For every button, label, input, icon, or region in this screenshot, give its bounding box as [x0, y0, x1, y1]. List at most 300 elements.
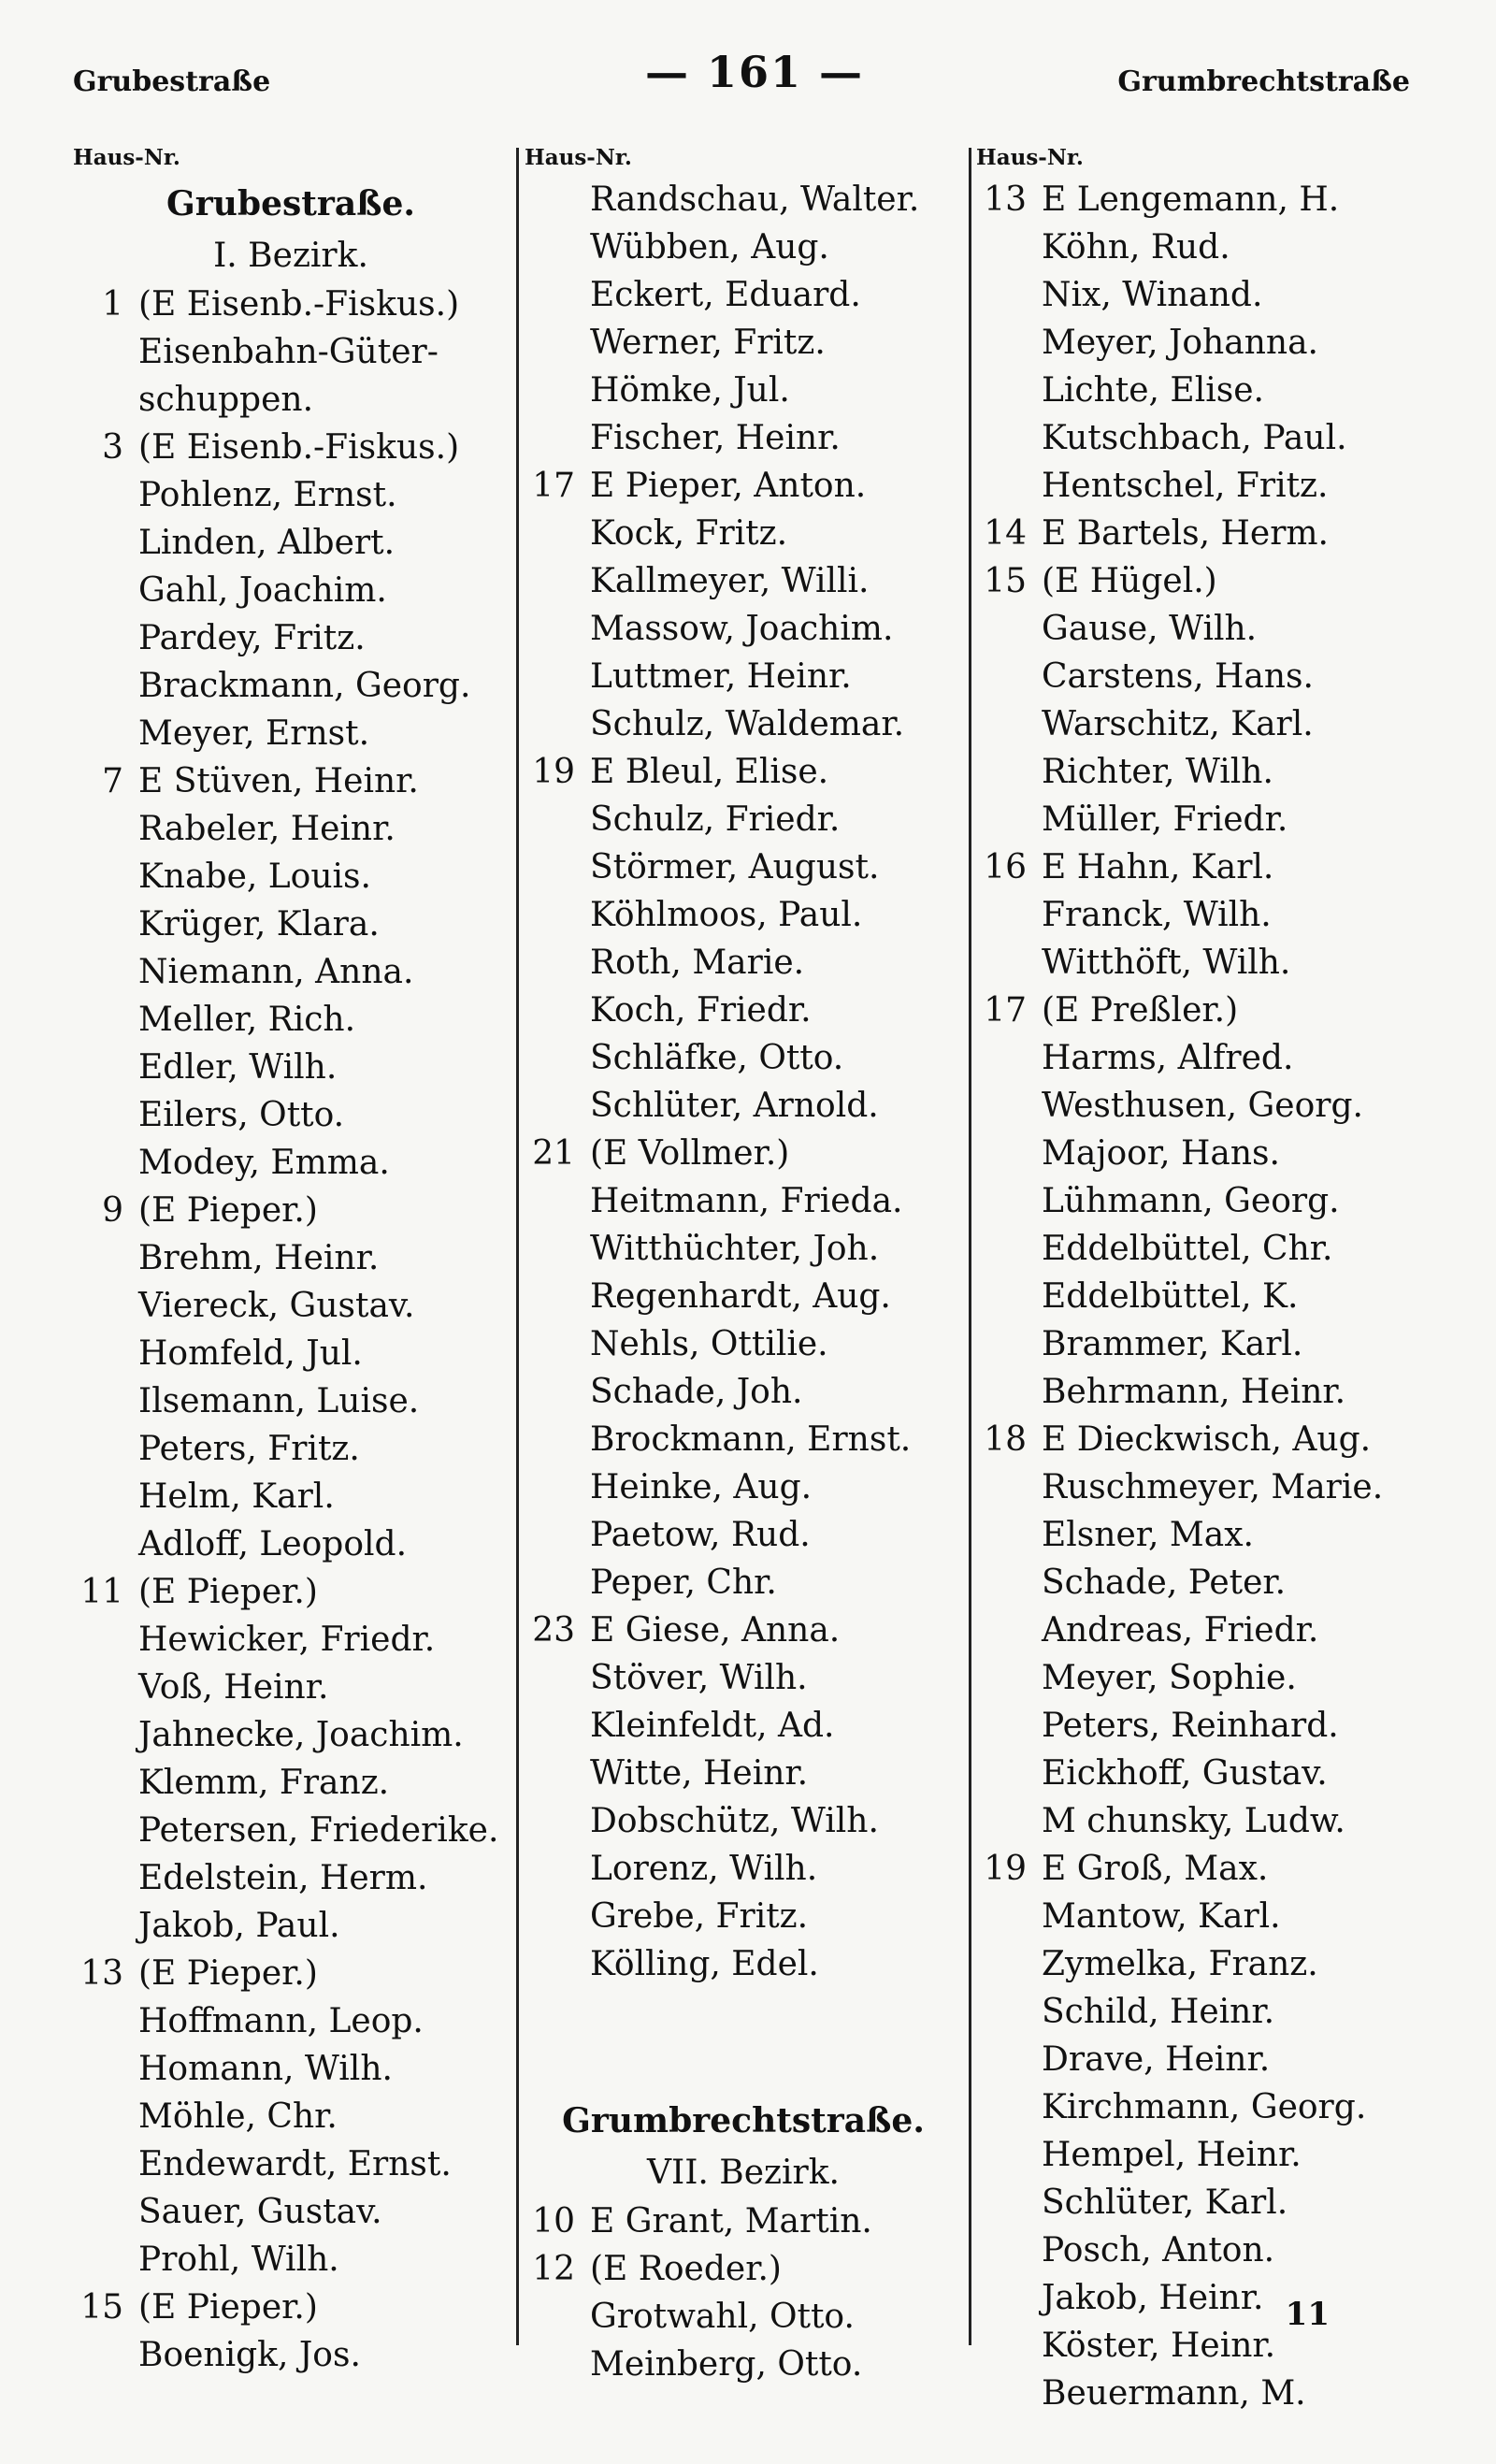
house-number	[67, 1330, 138, 1377]
resident-name: Harms, Alfred.	[1042, 1039, 1294, 1077]
resident-name: Beuermann, M.	[1042, 2374, 1306, 2413]
house-number: 10	[532, 2202, 575, 2241]
directory-entry	[67, 1711, 514, 1759]
directory-entry	[67, 1234, 514, 1282]
resident-name: (E Preßler.)	[1042, 991, 1239, 1030]
directory-entry	[971, 2131, 1438, 2179]
running-header	[0, 0, 1496, 140]
directory-entry	[67, 614, 514, 662]
signature-mark: 11	[1285, 2296, 1330, 2333]
resident-name: Witthüchter, Joh.	[590, 1230, 880, 1268]
house-number	[971, 367, 1042, 414]
resident-name: Eisenbahn-Güter-	[138, 333, 439, 371]
resident-name: E Stüven, Heinr.	[138, 762, 419, 800]
directory-entry	[67, 1902, 514, 1950]
directory-entry	[519, 1511, 968, 1559]
section-gap	[519, 1988, 968, 2093]
resident-name: Behrmann, Heinr.	[1042, 1373, 1346, 1411]
directory-entry	[971, 2083, 1438, 2131]
house-number	[519, 1082, 590, 1130]
house-number	[519, 176, 590, 223]
resident-name: Prohl, Wilh.	[138, 2241, 339, 2279]
resident-name: Kleinfeldt, Ad.	[590, 1707, 835, 1745]
resident-name: Brackmann, Georg.	[138, 667, 471, 705]
house-number	[971, 891, 1042, 939]
house-number	[519, 367, 590, 414]
directory-entry	[67, 853, 514, 901]
house-number: 19	[984, 1850, 1027, 1888]
resident-name: Grotwahl, Otto.	[590, 2298, 855, 2336]
resident-name: Regenhardt, Aug.	[590, 1277, 891, 1316]
house-number	[67, 853, 138, 901]
directory-entry	[67, 2284, 514, 2331]
directory-entry	[67, 662, 514, 710]
resident-name: Brockmann, Ernst.	[590, 1420, 912, 1459]
house-number	[971, 653, 1042, 700]
resident-name: Schlüter, Karl.	[1042, 2183, 1288, 2222]
resident-name: Drave, Heinr.	[1042, 2040, 1271, 2079]
resident-name: Möhle, Chr.	[138, 2097, 338, 2136]
directory-entry	[971, 1511, 1438, 1559]
resident-name: Sauer, Gustav.	[138, 2193, 382, 2231]
house-number	[67, 376, 138, 424]
resident-name: Lühmann, Georg.	[1042, 1182, 1340, 1220]
resident-name: Stöver, Wilh.	[590, 1659, 808, 1697]
house-number	[971, 1988, 1042, 2036]
directory-entry	[971, 1702, 1438, 1750]
directory-entry	[67, 1044, 514, 1091]
house-number	[519, 1702, 590, 1750]
resident-name: E Bartels, Herm.	[1042, 514, 1329, 553]
resident-name: Wübben, Aug.	[590, 228, 829, 267]
resident-name: Brehm, Heinr.	[138, 1239, 380, 1277]
house-number	[519, 510, 590, 557]
directory-entry	[971, 891, 1438, 939]
resident-name: Endewardt, Ernst.	[138, 2145, 452, 2183]
directory-entry	[971, 319, 1438, 367]
house-number: 15	[984, 562, 1027, 600]
resident-name: (E Eisenb.-Fiskus.)	[138, 428, 460, 467]
resident-name: Pohlenz, Ernst.	[138, 476, 397, 514]
hausnr-label: Haus-Nr.	[525, 145, 632, 170]
entry-list	[67, 281, 514, 2379]
house-number	[971, 1368, 1042, 1416]
directory-entry	[519, 1797, 968, 1845]
directory-entry	[971, 1177, 1438, 1225]
directory-entry	[971, 414, 1438, 462]
resident-name: Krüger, Klara.	[138, 905, 380, 944]
directory-entry	[971, 843, 1438, 891]
directory-entry	[971, 1225, 1438, 1273]
resident-name: Mantow, Karl.	[1042, 1897, 1281, 1936]
house-number	[519, 1797, 590, 1845]
directory-entry	[971, 1654, 1438, 1702]
house-number	[67, 2045, 138, 2093]
directory-entry	[519, 414, 968, 462]
house-number: 15	[80, 2288, 123, 2327]
resident-name: Gause, Wilh.	[1042, 610, 1258, 648]
column-2	[519, 140, 968, 2384]
directory-entry	[67, 1616, 514, 1664]
resident-name: Koch, Friedr.	[590, 991, 812, 1030]
resident-name: Brammer, Karl.	[1042, 1325, 1303, 1363]
resident-name: Richter, Wilh.	[1042, 753, 1273, 791]
directory-entry	[519, 271, 968, 319]
resident-name: Eddelbüttel, K.	[1042, 1277, 1299, 1316]
directory-entry	[519, 1654, 968, 1702]
house-number: 16	[984, 848, 1027, 886]
house-number	[971, 1940, 1042, 1988]
resident-name: Ilsemann, Luise.	[138, 1382, 420, 1420]
house-number	[67, 901, 138, 948]
directory-entry	[971, 987, 1438, 1034]
house-number: 13	[80, 1954, 123, 1993]
house-number	[519, 1750, 590, 1797]
directory-entry	[67, 1950, 514, 1997]
house-number	[971, 939, 1042, 987]
directory-entry	[67, 996, 514, 1044]
directory-entry	[519, 1320, 968, 1368]
directory-entry	[971, 1368, 1438, 1416]
house-number	[971, 2322, 1042, 2370]
directory-entry	[519, 1225, 968, 1273]
house-number: 9	[102, 1191, 123, 1230]
directory-entry	[971, 1940, 1438, 1988]
directory-entry	[519, 223, 968, 271]
resident-name: Peters, Fritz.	[138, 1430, 360, 1468]
house-number	[971, 2036, 1042, 2083]
directory-entry	[67, 1139, 514, 1187]
directory-entry	[67, 2045, 514, 2093]
house-number	[519, 2293, 590, 2341]
house-number	[67, 662, 138, 710]
directory-entry	[67, 948, 514, 996]
house-number	[67, 519, 138, 567]
resident-name: Franck, Wilh.	[1042, 896, 1272, 934]
directory-entry	[67, 2331, 514, 2379]
directory-entry	[971, 367, 1438, 414]
house-number: 12	[532, 2250, 575, 2288]
resident-name: (E Roeder.)	[590, 2250, 782, 2288]
resident-name: Lichte, Elise.	[1042, 371, 1264, 410]
resident-name: (E Pieper.)	[138, 1954, 318, 1993]
house-number	[971, 414, 1042, 462]
house-number	[67, 567, 138, 614]
house-number	[971, 1130, 1042, 1177]
resident-name: Voß, Heinr.	[138, 1668, 329, 1707]
house-number	[67, 1234, 138, 1282]
resident-name: Eddelbüttel, Chr.	[1042, 1230, 1333, 1268]
house-number	[971, 1511, 1042, 1559]
resident-name: Eickhoff, Gustav.	[1042, 1754, 1328, 1793]
directory-entry	[519, 748, 968, 796]
resident-name: Niemann, Anna.	[138, 953, 414, 991]
hausnr-label: Haus-Nr.	[73, 145, 180, 170]
directory-entry	[971, 2370, 1438, 2417]
house-number	[67, 1616, 138, 1664]
resident-name: Warschitz, Karl.	[1042, 705, 1314, 743]
resident-name: (E Vollmer.)	[590, 1134, 790, 1173]
directory-entry	[67, 2236, 514, 2284]
directory-entry	[519, 2245, 968, 2293]
house-number	[519, 1463, 590, 1511]
directory-entry	[519, 1130, 968, 1177]
house-number	[519, 1559, 590, 1607]
resident-name: Hewicker, Friedr.	[138, 1621, 436, 1659]
directory-entry	[519, 987, 968, 1034]
resident-name: Grebe, Fritz.	[590, 1897, 809, 1936]
house-number: 1	[102, 285, 123, 324]
resident-name: Elsner, Max.	[1042, 1516, 1254, 1554]
directory-entry	[971, 1463, 1438, 1511]
resident-name: Köhn, Rud.	[1042, 228, 1230, 267]
house-number	[519, 700, 590, 748]
directory-entry	[971, 748, 1438, 796]
directory-entry	[519, 1034, 968, 1082]
resident-name: Dobschütz, Wilh.	[590, 1802, 879, 1840]
house-number	[971, 1273, 1042, 1320]
house-number	[67, 1711, 138, 1759]
directory-entry	[971, 653, 1438, 700]
resident-name: Knabe, Louis.	[138, 857, 371, 896]
house-number	[67, 2188, 138, 2236]
house-number	[67, 1139, 138, 1187]
resident-name: Jakob, Heinr.	[1042, 2279, 1264, 2317]
house-number	[67, 1997, 138, 2045]
directory-entry	[67, 567, 514, 614]
house-number	[971, 1893, 1042, 1940]
resident-name: Carstens, Hans.	[1042, 657, 1314, 696]
house-number	[519, 1893, 590, 1940]
resident-name: Roth, Marie.	[590, 944, 805, 982]
resident-name: Schlüter, Arnold.	[590, 1087, 879, 1125]
house-number: 14	[984, 514, 1027, 553]
house-number: 19	[532, 753, 575, 791]
house-number	[971, 700, 1042, 748]
house-number	[519, 1368, 590, 1416]
directory-entry	[971, 557, 1438, 605]
resident-name: Majoor, Hans.	[1042, 1134, 1280, 1173]
resident-name: Hentschel, Fritz.	[1042, 467, 1329, 505]
directory-entry	[67, 1997, 514, 2045]
directory-entry	[971, 1845, 1438, 1893]
directory-entry	[971, 223, 1438, 271]
house-number	[519, 557, 590, 605]
house-number	[519, 1845, 590, 1893]
resident-name: Helm, Karl.	[138, 1477, 335, 1516]
entry-list	[519, 176, 968, 1988]
house-number	[971, 1797, 1042, 1845]
resident-name: Heitmann, Frieda.	[590, 1182, 903, 1220]
directory-entry	[519, 2341, 968, 2388]
house-number	[519, 414, 590, 462]
resident-name: (E Eisenb.-Fiskus.)	[138, 285, 460, 324]
resident-name: Werner, Fritz.	[590, 324, 826, 362]
house-number	[971, 2226, 1042, 2274]
resident-name: Boenigk, Jos.	[138, 2336, 361, 2374]
resident-name: (E Pieper.)	[138, 1191, 318, 1230]
house-number	[971, 2131, 1042, 2179]
house-number	[971, 1750, 1042, 1797]
directory-entry	[519, 891, 968, 939]
street-heading: Grumbrechtstraße.	[562, 2101, 925, 2140]
resident-name: Jakob, Paul.	[138, 1907, 340, 1945]
house-number: 7	[102, 762, 123, 800]
house-number	[519, 796, 590, 843]
resident-name: Hömke, Jul.	[590, 371, 790, 410]
resident-name: E Lengemann, H.	[1042, 180, 1340, 219]
resident-name: Meller, Rich.	[138, 1001, 356, 1039]
directory-entry	[519, 319, 968, 367]
resident-name: (E Pieper.)	[138, 2288, 318, 2327]
house-number	[971, 462, 1042, 510]
house-number	[67, 996, 138, 1044]
resident-name: E Pieper, Anton.	[590, 467, 867, 505]
directory-entry	[519, 557, 968, 605]
house-number	[67, 1854, 138, 1902]
resident-name: Gahl, Joachim.	[138, 571, 387, 610]
resident-name: Schulz, Waldemar.	[590, 705, 905, 743]
directory-entry	[971, 1416, 1438, 1463]
house-number	[67, 1377, 138, 1425]
directory-entry	[67, 1664, 514, 1711]
resident-name: Eilers, Otto.	[138, 1096, 345, 1134]
resident-name: Lorenz, Wilh.	[590, 1850, 818, 1888]
resident-name: Hoffmann, Leop.	[138, 2002, 424, 2040]
house-number	[971, 1177, 1042, 1225]
resident-name: Andreas, Friedr.	[1042, 1611, 1319, 1650]
resident-name: Modey, Emma.	[138, 1144, 390, 1182]
directory-entry	[67, 376, 514, 424]
resident-name: Jahnecke, Joachim.	[138, 1716, 464, 1754]
resident-name: Witte, Heinr.	[590, 1754, 809, 1793]
resident-name: Meyer, Ernst.	[138, 714, 370, 753]
resident-name: Peper, Chr.	[590, 1563, 777, 1602]
resident-name: Kölling, Edel.	[590, 1945, 819, 1983]
directory-entry	[67, 1282, 514, 1330]
directory-entry	[67, 2140, 514, 2188]
house-number	[519, 271, 590, 319]
directory-entry	[519, 939, 968, 987]
directory-entry	[67, 471, 514, 519]
house-number	[519, 1034, 590, 1082]
directory-entry	[519, 367, 968, 414]
directory-entry	[971, 176, 1438, 223]
house-number	[67, 1759, 138, 1807]
resident-name: Schild, Heinr.	[1042, 1993, 1275, 2031]
resident-name: Petersen, Friederike.	[138, 1811, 499, 1850]
house-number	[67, 710, 138, 757]
resident-name: Nix, Winand.	[1042, 276, 1263, 314]
directory-entry	[67, 2188, 514, 2236]
house-number	[971, 1034, 1042, 1082]
hausnr-label: Haus-Nr.	[976, 145, 1084, 170]
house-number	[519, 1320, 590, 1368]
house-number: 13	[984, 180, 1027, 219]
district-heading: I. Bezirk.	[213, 237, 368, 275]
house-number: 23	[532, 1611, 575, 1650]
directory-entry	[519, 1559, 968, 1607]
house-number	[971, 1559, 1042, 1607]
directory-entry	[67, 424, 514, 471]
directory-entry	[519, 1273, 968, 1320]
house-number	[67, 948, 138, 996]
resident-name: Köster, Heinr.	[1042, 2327, 1276, 2365]
resident-name: (E Hügel.)	[1042, 562, 1217, 600]
directory-entry	[519, 2197, 968, 2245]
house-number	[519, 891, 590, 939]
directory-entry	[971, 605, 1438, 653]
column-3	[971, 140, 1438, 2413]
house-number	[971, 1320, 1042, 1368]
house-number	[67, 1807, 138, 1854]
directory-entry	[971, 1082, 1438, 1130]
resident-name: E Bleul, Elise.	[590, 753, 829, 791]
house-number	[67, 1902, 138, 1950]
directory-entry	[519, 1416, 968, 1463]
house-number	[67, 1520, 138, 1568]
house-number	[519, 939, 590, 987]
directory-entry	[519, 1893, 968, 1940]
directory-entry	[519, 1463, 968, 1511]
resident-name: Müller, Friedr.	[1042, 800, 1288, 839]
house-number	[519, 1177, 590, 1225]
house-number	[67, 1091, 138, 1139]
directory-entry	[67, 2093, 514, 2140]
house-number: 3	[102, 428, 123, 467]
directory-entry	[519, 1845, 968, 1893]
resident-name: schuppen.	[138, 381, 314, 419]
directory-entry	[519, 1702, 968, 1750]
directory-entry	[971, 1893, 1438, 1940]
house-number: 17	[532, 467, 575, 505]
directory-entry	[971, 271, 1438, 319]
resident-name: Schade, Joh.	[590, 1373, 803, 1411]
directory-entry	[519, 796, 968, 843]
house-number	[67, 1425, 138, 1473]
resident-name: Peters, Reinhard.	[1042, 1707, 1339, 1745]
resident-name: Köhlmoos, Paul.	[590, 896, 863, 934]
directory-entry	[519, 462, 968, 510]
house-number	[971, 1225, 1042, 1273]
resident-name: Westhusen, Georg.	[1042, 1087, 1363, 1125]
house-number	[971, 1654, 1042, 1702]
house-number	[971, 605, 1042, 653]
directory-entry	[67, 281, 514, 328]
street-heading: Grubestraße.	[166, 184, 415, 223]
directory-entry	[67, 1377, 514, 1425]
directory-entry	[67, 1187, 514, 1234]
house-number	[971, 1082, 1042, 1130]
house-number	[971, 1463, 1042, 1511]
house-number	[971, 2370, 1042, 2417]
house-number: 18	[984, 1420, 1027, 1459]
resident-name: E Groß, Max.	[1042, 1850, 1269, 1888]
directory-entry	[971, 939, 1438, 987]
resident-name: E Dieckwisch, Aug.	[1042, 1420, 1372, 1459]
directory-entry	[67, 1520, 514, 1568]
directory-entry	[971, 2036, 1438, 2083]
directory-entry	[519, 1177, 968, 1225]
house-number	[67, 2093, 138, 2140]
directory-entry	[971, 1607, 1438, 1654]
column-1	[67, 140, 514, 2374]
house-number: 17	[984, 991, 1027, 1030]
house-number	[67, 614, 138, 662]
resident-name: Kutschbach, Paul.	[1042, 419, 1347, 457]
directory-entry	[971, 1273, 1438, 1320]
directory-entry	[67, 1568, 514, 1616]
